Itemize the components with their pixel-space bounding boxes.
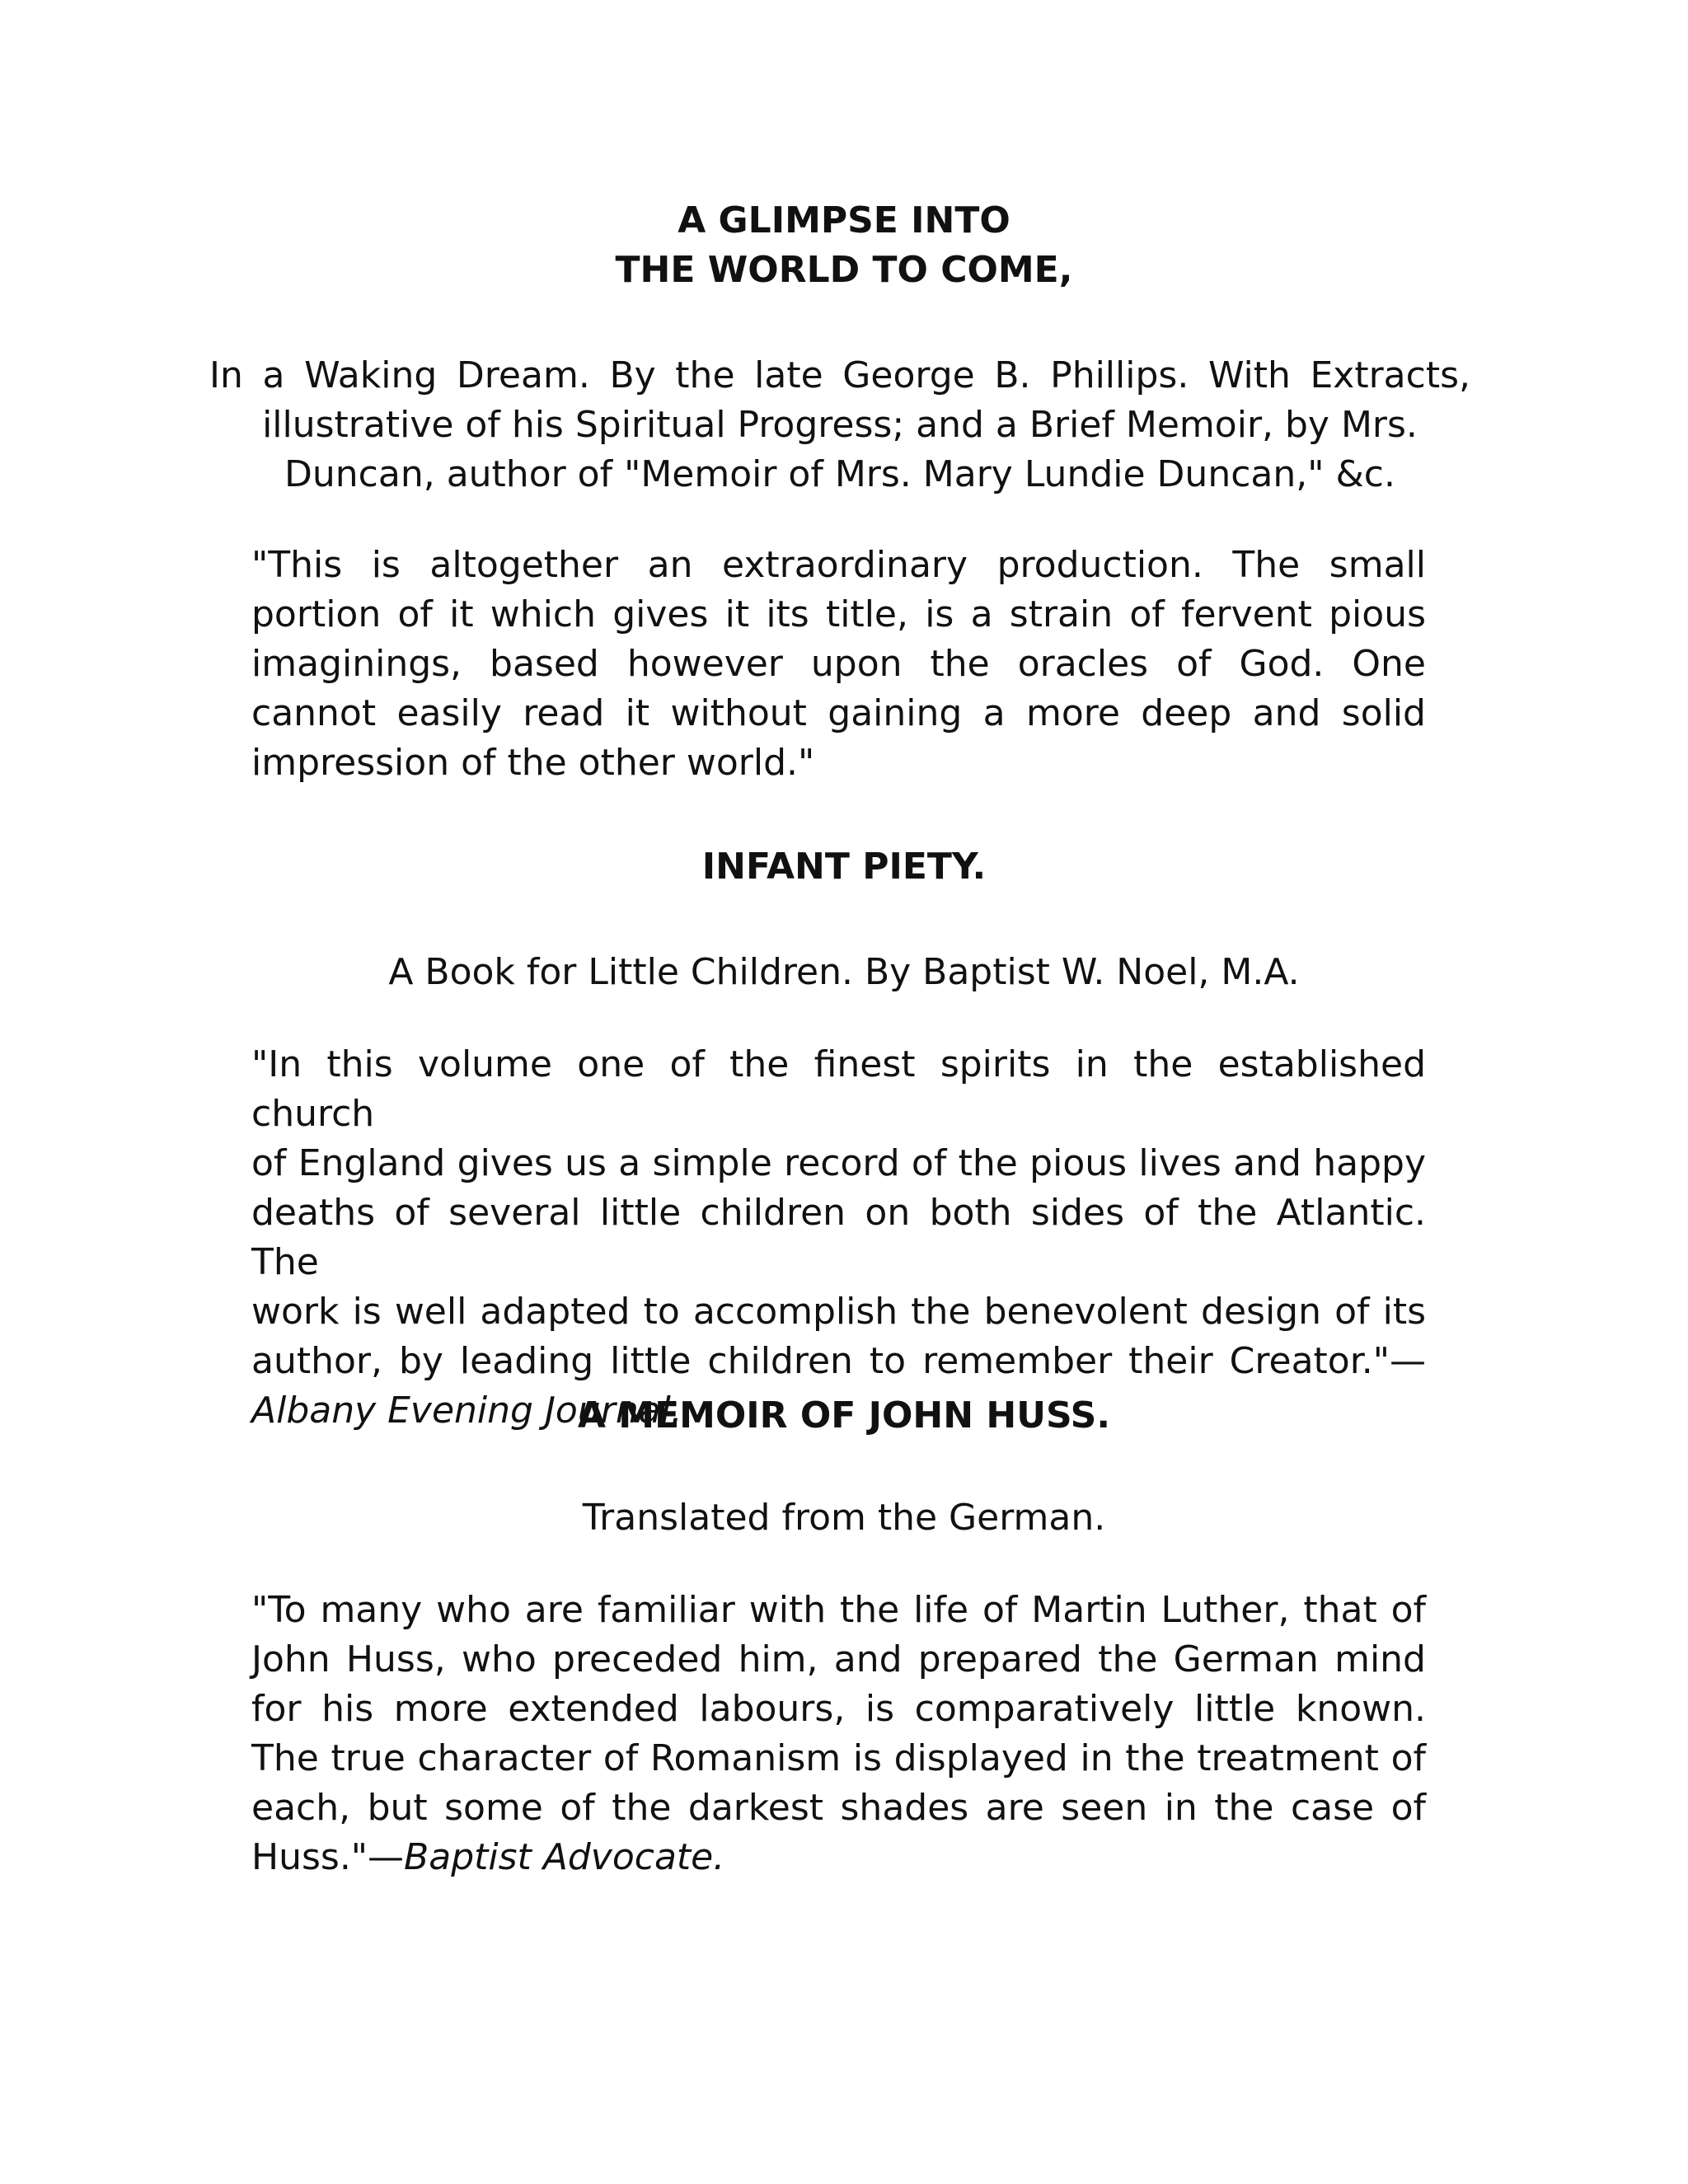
entry-1-subtitle-line-3: Duncan, author of "Memoir of Mrs. Mary Lundie Duncan," &c. [284,453,1395,495]
entry-1-quote-line: "This is altogether an extraordinary production. The small [251,544,1426,586]
entry-1-quote-line: portion of it which gives it its title, is a strain of fervent pious [251,593,1426,635]
entry-1-title-line-1: A GLIMPSE INTO [678,199,1010,241]
entry-3-quote-last-line [251,1833,1426,1882]
entry-1-subtitle-line-2: illustrative of his Spiritual Progress; and a Brief Memoir, by Mrs. [262,404,1418,446]
entry-3-quote-line: The true character of Romanism is displayed in the treatment of [251,1737,1426,1779]
entry-3-quote-line: John Huss, who preceded him, and prepared the German mind [251,1638,1426,1680]
entry-2-review-quote [251,1040,1426,1436]
entry-2-quote-line: of England gives us a simple record of the pious lives and happy [251,1142,1426,1184]
entry-3-quote-line: for his more extended labours, is comparatively little known. [251,1688,1426,1730]
entry-3-quote-line: each, but some of the darkest shades are seen in the case of [251,1787,1426,1829]
entry-1-quote-line: impression of the other world." [251,742,815,784]
entry-3-review-quote [251,1586,1426,1882]
entry-2-quote-line: "In this volume one of the finest spirits in the established church [251,1043,1426,1135]
entry-1-title-line-2: THE WORLD TO COME, [615,249,1073,291]
entry-1-title [0,196,1688,295]
entry-2-quote-line: author, by leading little children to remember their Creator."— [251,1340,1426,1382]
entry-2-quote-source: Albany Evening Journal. [251,1390,682,1432]
entry-2-quote-line: deaths of several little children on both sides of the Atlantic. The [251,1192,1426,1283]
entry-1-subtitle [209,351,1470,499]
entry-3-title: A MEMOIR OF JOHN HUSS. [577,1394,1111,1436]
entry-3-quote-line: "To many who are familiar with the life of Martin Luther, that of [251,1589,1426,1631]
entry-2-subtitle: A Book for Little Children. By Baptist W. Noel, M.A. [388,951,1300,993]
entry-2-title: INFANT PIETY. [701,846,987,888]
entry-3-quote-last-text: Huss."— [251,1836,405,1878]
entry-1-subtitle-line-1: In a Waking Dream. By the late George B. Phillips. With Extracts, [209,354,1470,396]
entry-3-subtitle: Translated from the German. [582,1497,1106,1539]
entry-1-review-quote [251,541,1426,788]
entry-1-quote-line: cannot easily read it without gaining a more deep and solid [251,692,1426,734]
entry-2-quote-line: work is well adapted to accomplish the benevolent design of its [251,1291,1426,1333]
entry-1-quote-line: imaginings, based however upon the oracles of God. One [251,643,1426,685]
entry-3-quote-source: Baptist Advocate. [404,1836,725,1878]
